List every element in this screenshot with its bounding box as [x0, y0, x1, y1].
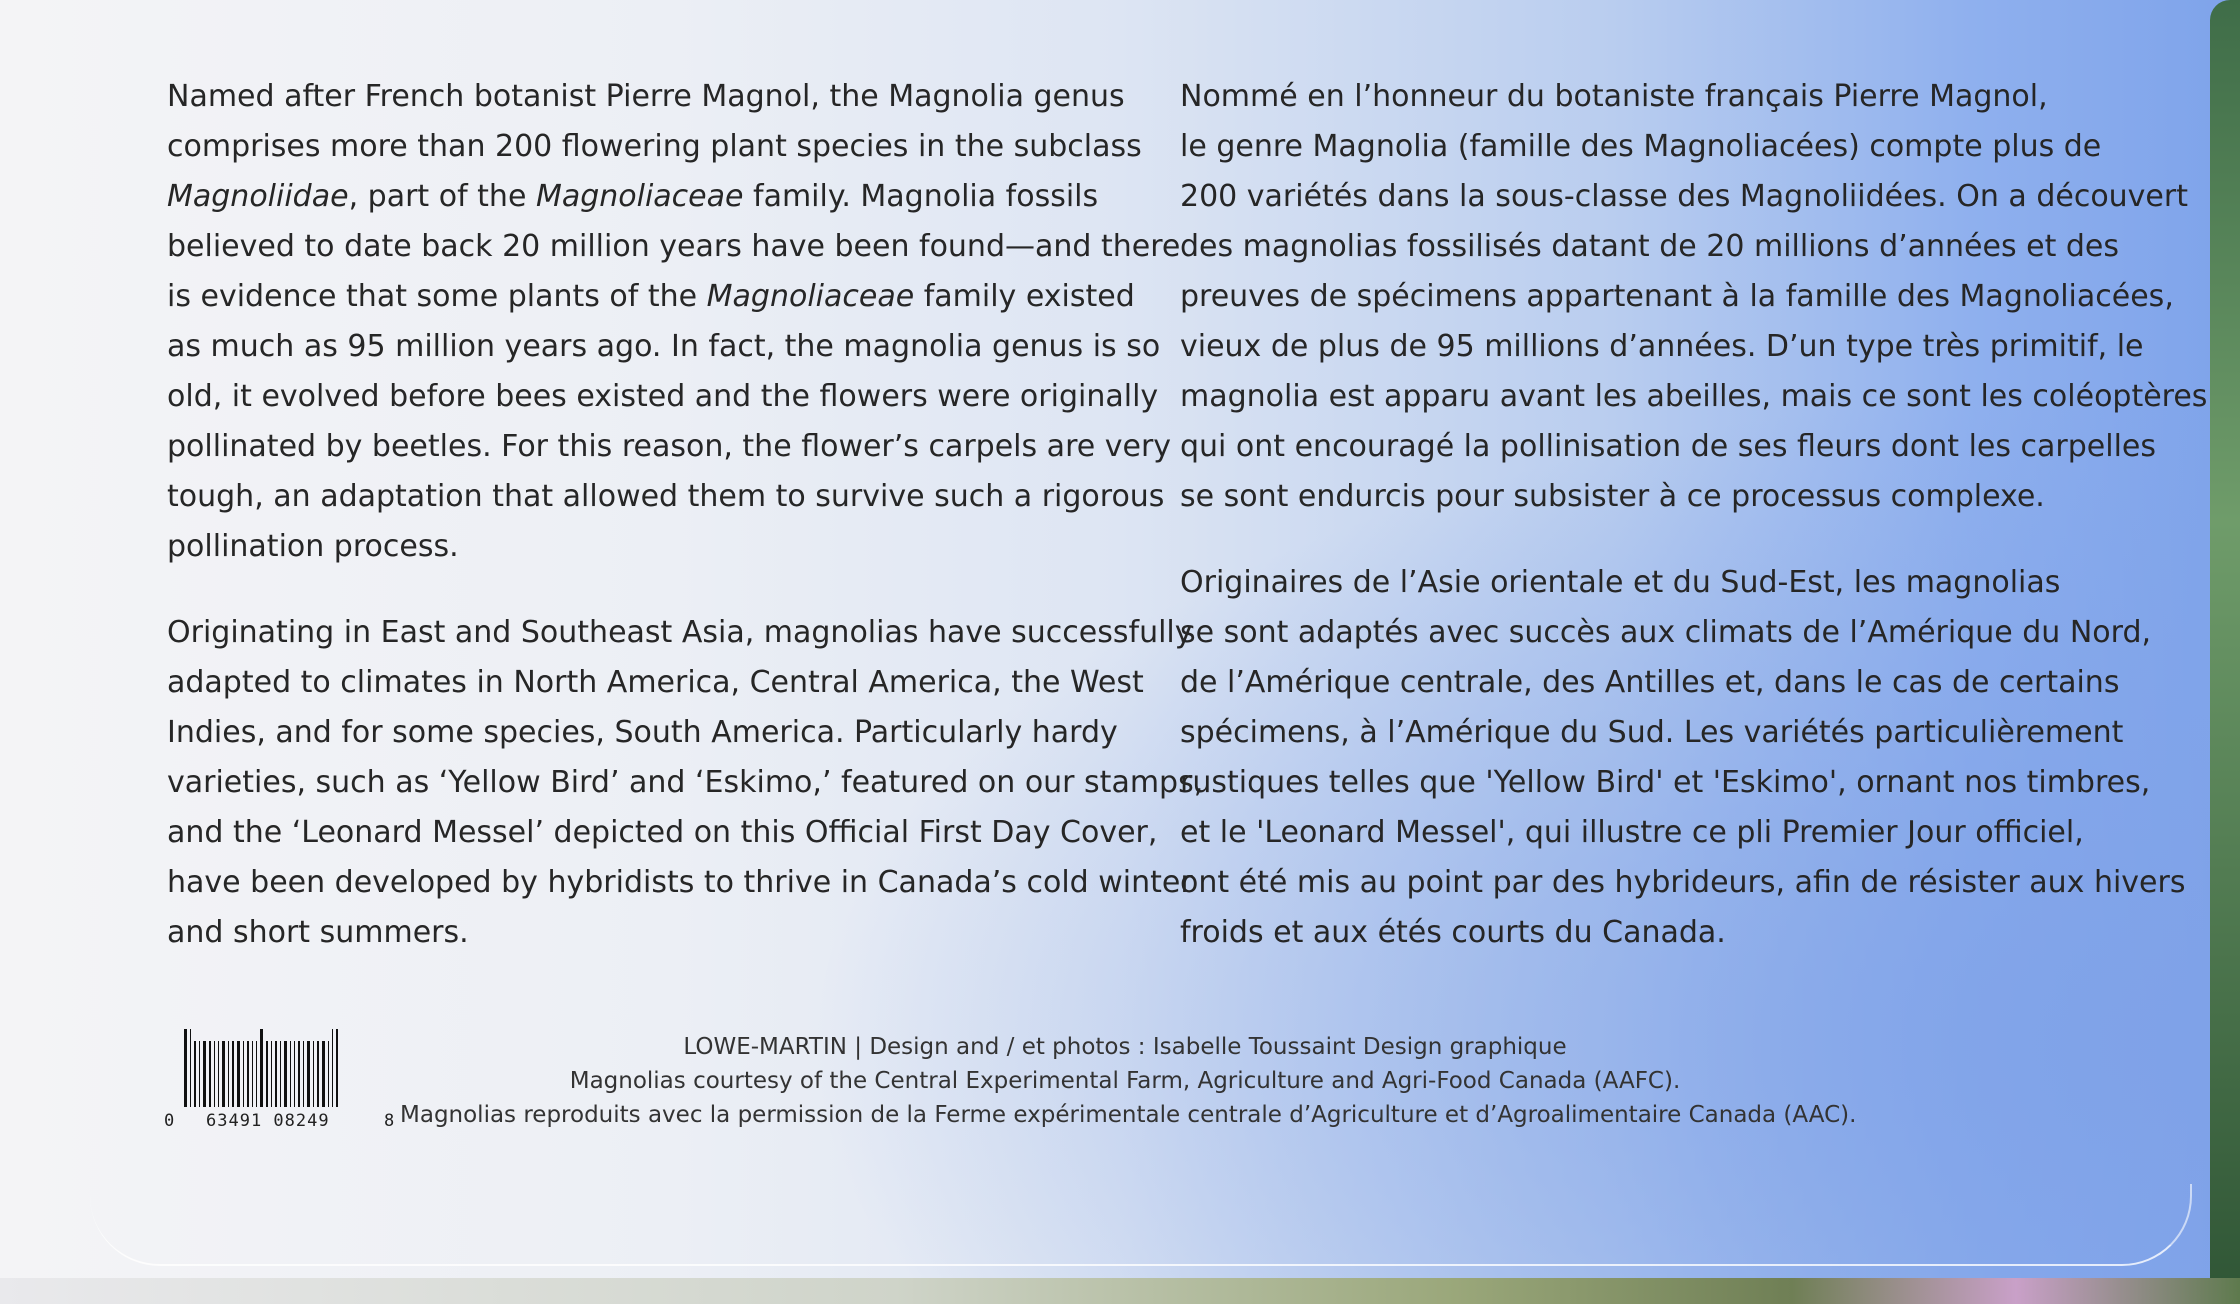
- barcode-bar: [194, 1041, 196, 1107]
- text-segment: comprises more than 200 flowering plant species in the subclass: [167, 129, 1142, 164]
- card-border: [90, 1184, 2192, 1266]
- text-segment: tough, an adaptation that allowed them to survive such a rigorous: [167, 479, 1165, 514]
- barcode-bar: [336, 1029, 338, 1107]
- text-segment: have been developed by hybridists to thrive in Canada’s cold winter: [167, 865, 1193, 900]
- french-text-line: [1180, 372, 2208, 422]
- english-text-line: [167, 122, 1147, 172]
- french-text-line: [1180, 272, 2174, 322]
- text-segment: froids et aux étés courts du Canada.: [1180, 915, 1726, 950]
- text-segment: and short summers.: [167, 915, 469, 950]
- english-text-line: [167, 908, 1147, 958]
- barcode-bar: [284, 1041, 287, 1107]
- french-text-line: [1180, 472, 2140, 522]
- barcode-bar: [275, 1041, 277, 1107]
- english-text-line: [167, 808, 1158, 858]
- text-segment: le genre Magnolia (famille des Magnoliacées) compte plus de: [1180, 129, 2102, 164]
- english-paragraph-1: [167, 72, 1181, 572]
- text-segment: des magnolias fossilisés datant de 20 millions d’années et des: [1180, 229, 2120, 264]
- barcode-bar: [203, 1041, 206, 1107]
- french-text-line: [1180, 122, 2140, 172]
- barcode-bar: [280, 1041, 281, 1107]
- barcode-bar: [243, 1041, 244, 1107]
- english-text-line: [167, 222, 1181, 272]
- barcode-bar: [232, 1041, 234, 1107]
- credits-courtesy-fr: Magnolias reproduits avec la permission de la Ferme expérimentale centrale d’Agriculture et d’Agroalimentaire Canada (AAC).: [400, 1102, 1857, 1128]
- text-segment: varieties, such as ‘Yellow Bird’ and ‘Eskimo,’ featured on our stamps,: [167, 765, 1204, 800]
- text-segment: is evidence that some plants of the: [167, 279, 707, 314]
- text-segment: Originating in East and Southeast Asia, magnolias have successfully: [167, 615, 1193, 650]
- italic-term: Magnoliidae: [167, 179, 349, 214]
- english-text-line: [167, 272, 1147, 322]
- barcode-bar: [317, 1041, 319, 1107]
- french-paragraph-1: [1180, 72, 2208, 522]
- barcode-bar: [322, 1041, 325, 1107]
- credits-design: LOWE-MARTIN | Design and / et photos : Isabelle Toussaint Design graphique: [683, 1034, 1567, 1060]
- barcode-bar: [260, 1029, 263, 1107]
- barcode-bar: [184, 1029, 187, 1107]
- text-segment: et le 'Leonard Messel', qui illustre ce pli Premier Jour officiel,: [1180, 815, 2084, 850]
- barcode-bar: [218, 1041, 219, 1107]
- text-segment: preuves de spécimens appartenant à la famille des Magnoliacées,: [1180, 279, 2174, 314]
- barcode-bar: [332, 1029, 333, 1107]
- italic-term: Magnoliaceae: [535, 179, 744, 214]
- barcode-bar: [209, 1041, 211, 1107]
- french-text-line: [1180, 758, 2151, 808]
- barcode-bar: [294, 1041, 295, 1107]
- text-segment: de l’Amérique centrale, des Antilles et, dans le cas de certains: [1180, 665, 2120, 700]
- english-text-line: [167, 522, 1147, 572]
- text-segment: magnolia est apparu avant les abeilles, mais ce sont les coléoptères: [1180, 379, 2208, 414]
- english-text-line: [167, 322, 1161, 372]
- french-text-line: [1180, 222, 2140, 272]
- credits-courtesy-en: Magnolias courtesy of the Central Experimental Farm, Agriculture and Agri-Food Canada (AAFC).: [569, 1068, 1681, 1094]
- french-text-line: [1180, 808, 2140, 858]
- barcode-bar: [266, 1041, 268, 1107]
- text-segment: 200 variétés dans la sous-classe des Magnoliidées. On a découvert: [1180, 179, 2188, 214]
- english-text-line: [167, 472, 1165, 522]
- stamp-photo-edge: [2210, 0, 2240, 1304]
- english-text-line: [167, 172, 1147, 222]
- english-text-line: [167, 72, 1147, 122]
- italic-term: Magnoliaceae: [706, 279, 915, 314]
- text-segment: Nommé en l’honneur du botaniste français Pierre Magnol,: [1180, 79, 2048, 114]
- text-segment: , part of the: [348, 179, 536, 214]
- english-paragraph-2: [167, 608, 1204, 958]
- french-text-line: [1180, 858, 2186, 908]
- barcode-bar: [247, 1041, 249, 1107]
- barcode-bar: [256, 1041, 257, 1107]
- french-text-column: [1180, 72, 2208, 994]
- french-text-line: [1180, 322, 2144, 372]
- barcode-bar: [271, 1041, 272, 1107]
- barcode-bar: [290, 1041, 291, 1107]
- text-segment: vieux de plus de 95 millions d’années. D’un type très primitif, le: [1180, 329, 2144, 364]
- barcode-bar: [228, 1041, 229, 1107]
- english-text-line: [167, 758, 1204, 808]
- barcode-bar: [307, 1041, 310, 1107]
- barcode-bar: [237, 1041, 240, 1107]
- text-segment: pollinated by beetles. For this reason, the flower’s carpels are very: [167, 429, 1172, 464]
- english-text-line: [167, 708, 1147, 758]
- french-text-line: [1180, 72, 2140, 122]
- text-segment: Originaires de l’Asie orientale et du Sud-Est, les magnolias: [1180, 565, 2061, 600]
- barcode-check-digit: 8: [384, 1111, 395, 1131]
- barcode-bar: [190, 1029, 191, 1107]
- upc-barcode: [158, 1037, 398, 1137]
- english-text-column: [167, 72, 1204, 994]
- text-segment: old, it evolved before bees existed and the flowers were originally: [167, 379, 1159, 414]
- french-text-line: [1180, 558, 2140, 608]
- text-segment: Named after French botanist Pierre Magnol, the Magnolia genus: [167, 79, 1125, 114]
- text-segment: pollination process.: [167, 529, 459, 564]
- text-segment: ont été mis au point par des hybrideurs, afin de résister aux hivers: [1180, 865, 2186, 900]
- french-text-line: [1180, 908, 2140, 958]
- text-segment: as much as 95 million years ago. In fact, the magnolia genus is so: [167, 329, 1161, 364]
- barcode-bar: [313, 1041, 314, 1107]
- english-text-line: [167, 658, 1147, 708]
- french-text-line: [1180, 422, 2156, 472]
- barcode-bar: [199, 1041, 200, 1107]
- text-segment: Indies, and for some species, South America. Particularly hardy: [167, 715, 1118, 750]
- flower-photo-strip: [0, 1278, 2240, 1304]
- credits-block: [400, 1030, 1857, 1132]
- barcode-bar: [252, 1041, 253, 1107]
- barcode-bar: [303, 1041, 304, 1107]
- text-segment: adapted to climates in North America, Central America, the West: [167, 665, 1144, 700]
- text-segment: se sont endurcis pour subsister à ce processus complexe.: [1180, 479, 2045, 514]
- barcode-bar: [214, 1041, 215, 1107]
- english-text-line: [167, 608, 1193, 658]
- barcode-digits: 63491 08249: [206, 1111, 330, 1131]
- text-segment: se sont adaptés avec succès aux climats de l’Amérique du Nord,: [1180, 615, 2152, 650]
- barcode-bar: [298, 1041, 300, 1107]
- english-text-line: [167, 858, 1193, 908]
- english-text-line: [167, 372, 1159, 422]
- text-segment: believed to date back 20 million years have been found—and there: [167, 229, 1181, 264]
- text-segment: family existed: [914, 279, 1135, 314]
- text-segment: qui ont encouragé la pollinisation de ses fleurs dont les carpelles: [1180, 429, 2156, 464]
- french-paragraph-2: [1180, 558, 2186, 958]
- text-segment: family. Magnolia fossils: [743, 179, 1099, 214]
- text-segment: rustiques telles que 'Yellow Bird' et 'Eskimo', ornant nos timbres,: [1180, 765, 2151, 800]
- french-text-line: [1180, 172, 2188, 222]
- text-segment: spécimens, à l’Amérique du Sud. Les variétés particulièrement: [1180, 715, 2124, 750]
- french-text-line: [1180, 708, 2140, 758]
- english-text-line: [167, 422, 1172, 472]
- barcode-bar: [328, 1041, 329, 1107]
- text-segment: and the ‘Leonard Messel’ depicted on this Official First Day Cover,: [167, 815, 1158, 850]
- french-text-line: [1180, 658, 2140, 708]
- french-text-line: [1180, 608, 2152, 658]
- barcode-bars: [184, 1041, 384, 1107]
- barcode-bar: [222, 1041, 225, 1107]
- barcode-lead-digit: 0: [164, 1111, 175, 1131]
